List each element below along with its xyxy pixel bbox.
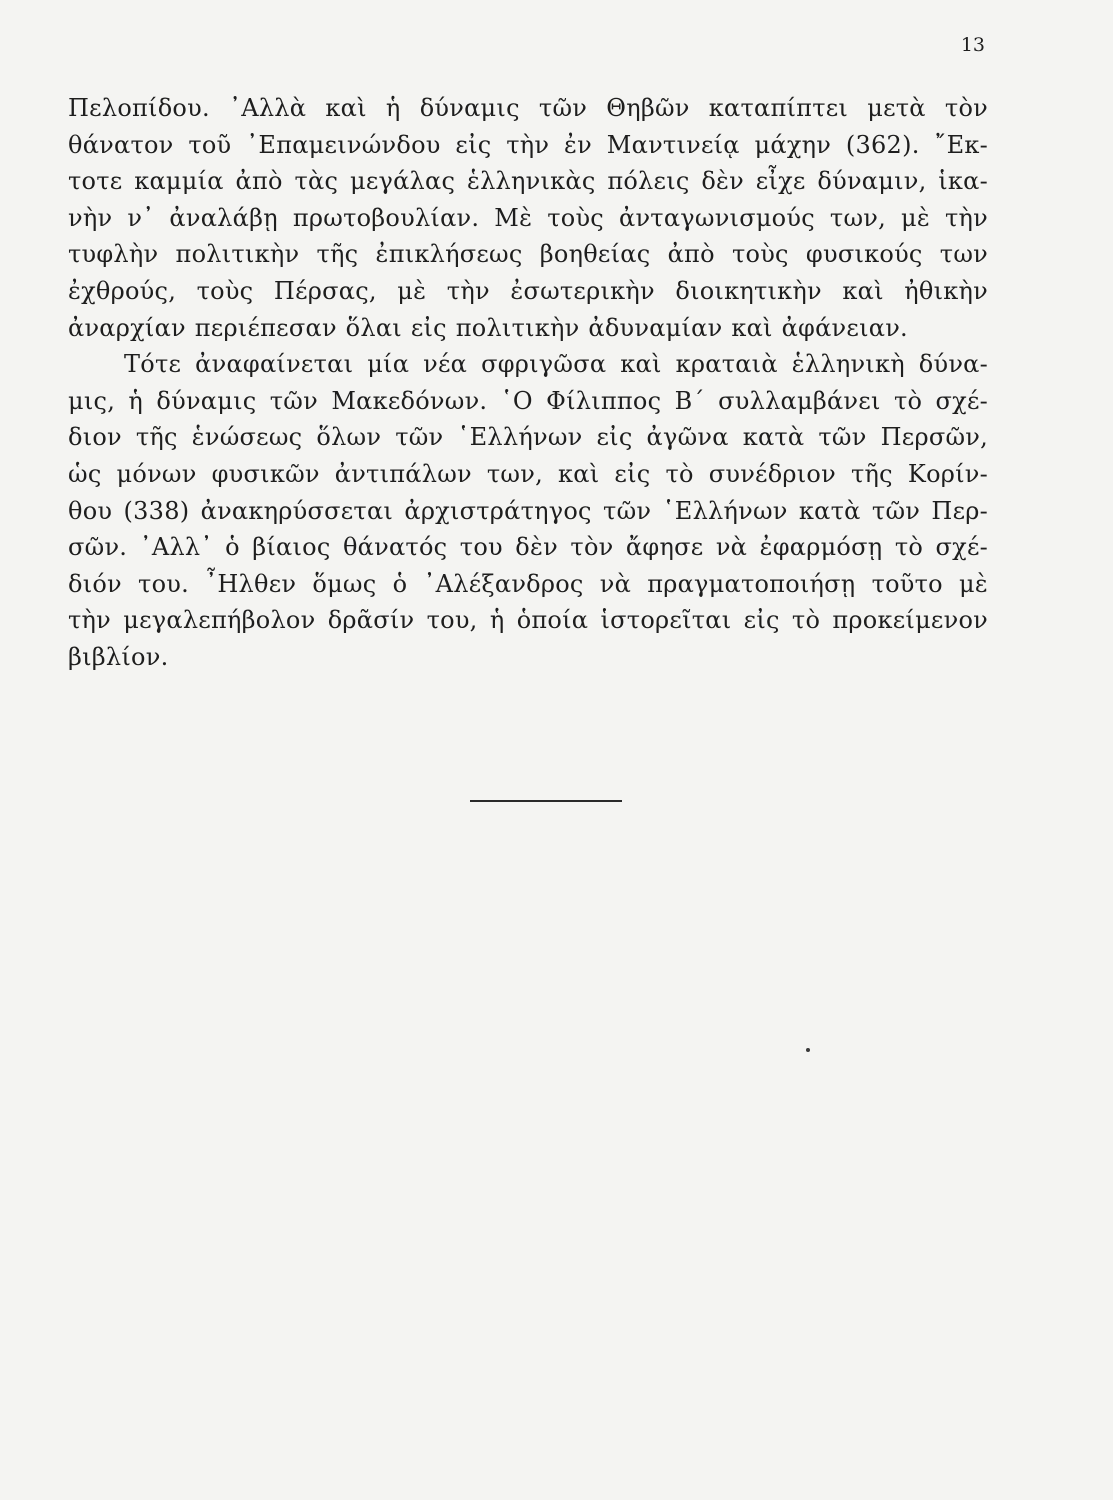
section-separator	[470, 800, 622, 802]
text-line: τὴν μεγαλεπήβολον δρᾶσίν του, ἡ ὁποία ἱστορεῖται εἰς τὸ προκείμενον	[68, 606, 988, 635]
text-line: θάνατον τοῦ ᾿Επαμεινώνδου εἰς τὴν ἐν Μαντινείᾳ μάχην (362). ῎Εκ-	[68, 130, 988, 159]
text-line: Πελοπίδου. ᾿Αλλὰ καὶ ἡ δύναμις τῶν Θηβῶν καταπίπτει μετὰ τὸν	[68, 94, 988, 122]
text-line: τυφλὴν πολιτικὴν τῆς ἐπικλήσεως βοηθείας ἀπὸ τοὺς φυσικούς των	[68, 240, 988, 269]
ink-speck	[806, 1048, 810, 1052]
text-line: διον τῆς ἑνώσεως ὅλων τῶν ῾Ελλήνων εἰς ἀγῶνα κατὰ τῶν Περσῶν,	[68, 423, 988, 452]
text-line: σῶν. ᾿Αλλ᾿ ὁ βίαιος θάνατός του δὲν τὸν ἄφησε νὰ ἐφαρμόσῃ τὸ σχέ-	[68, 533, 988, 562]
body-text	[68, 90, 988, 676]
text-line: ἀναρχίαν περιέπεσαν ὅλαι εἰς πολιτικὴν ἀδυναμίαν καὶ ἀφάνειαν.	[68, 313, 908, 342]
text-line: τοτε καμμία ἀπὸ τὰς μεγάλας ἑλληνικὰς πόλεις δὲν εἶχε δύναμιν, ἱκα-	[68, 167, 988, 196]
text-line: μις, ἡ δύναμις τῶν Μακεδόνων. ῾Ο Φίλιππος Β΄ συλλαμβάνει τὸ σχέ-	[68, 386, 988, 415]
text-line: διόν του. ῏Ηλθεν ὅμως ὁ ᾿Αλέξανδρος νὰ πραγματοποιήσῃ τοῦτο μὲ	[68, 569, 988, 598]
text-line: Τότε ἀναφαίνεται μία νέα σφριγῶσα καὶ κραταιὰ ἑλληνικὴ δύνα-	[124, 350, 988, 379]
text-line: βιβλίον.	[68, 642, 169, 671]
text-line: νὴν ν᾿ ἀναλάβῃ πρωτοβουλίαν. Μὲ τοὺς ἀνταγωνισμούς των, μὲ τὴν	[68, 203, 988, 232]
text-line: ὡς μόνων φυσικῶν ἀντιπάλων των, καὶ εἰς τὸ συνέδριον τῆς Κορίν-	[68, 459, 988, 488]
text-line: ἐχθρούς, τοὺς Πέρσας, μὲ τὴν ἐσωτερικὴν διοικητικὴν καὶ ἠθικὴν	[68, 276, 988, 305]
text-line: θου (338) ἀνακηρύσσεται ἀρχιστράτηγος τῶν ῾Ελλήνων κατὰ τῶν Περ-	[68, 496, 988, 525]
page-number: 13	[960, 34, 985, 56]
